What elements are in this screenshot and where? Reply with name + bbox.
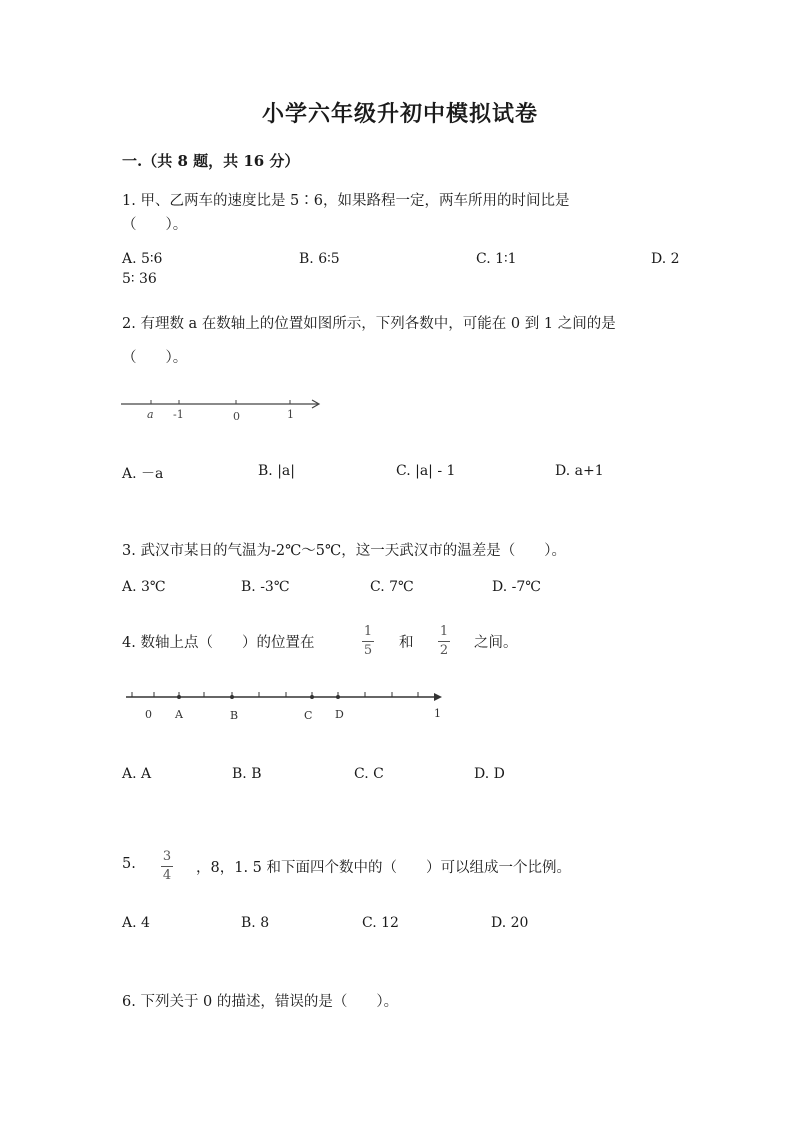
section-header: 一.（共 8 题，共 16 分）: [122, 152, 300, 170]
option-c[interactable]: C. 7℃: [370, 579, 414, 595]
point-c: [310, 695, 314, 699]
option-c[interactable]: C. 1∶1: [476, 251, 517, 267]
question-4-text: 4. 数轴上点（ ）的位置在: [122, 635, 315, 651]
label-a: A: [175, 708, 183, 721]
label-b: B: [230, 709, 239, 722]
question-1-blank: （ ）。: [122, 217, 188, 233]
fraction-denominator: 5: [363, 643, 373, 658]
number-line-figure-2: [122, 688, 452, 724]
label-d: D: [335, 708, 344, 721]
option-b[interactable]: B. B: [232, 766, 262, 782]
point-d: [336, 695, 340, 699]
option-c[interactable]: C. C: [354, 766, 384, 782]
question-4-tail: 之间。: [474, 635, 518, 651]
option-a[interactable]: A. －a: [122, 466, 164, 482]
question-4-and: 和: [399, 635, 414, 651]
label-1: 1: [287, 408, 294, 421]
option-c[interactable]: C. 12: [362, 915, 399, 931]
question-1-text: 1. 甲、乙两车的速度比是 5∶6，如果路程一定，两车所用的时间比是: [122, 193, 570, 209]
fraction-denominator: 4: [162, 868, 172, 883]
label-0: 0: [145, 708, 152, 721]
option-d-wrap: 5∶ 36: [122, 271, 157, 287]
arrow-head: [434, 693, 442, 701]
question-5-text: ，8，1. 5 和下面四个数中的（ ）可以组成一个比例。: [196, 860, 572, 876]
fraction-denominator: 2: [439, 643, 449, 658]
question-6-text: 6. 下列关于 0 的描述，错误的是（ ）。: [122, 994, 399, 1010]
label-minus-1: -1: [173, 408, 184, 421]
fraction-one-fifth: [362, 624, 374, 659]
option-b[interactable]: B. 6∶5: [299, 251, 340, 267]
option-d[interactable]: D. -7℃: [492, 579, 541, 595]
question-3-text: 3. 武汉市某日的气温为-2℃～5℃，这一天武汉市的温差是（ ）。: [122, 543, 566, 559]
option-c[interactable]: C. |a| - 1: [396, 463, 456, 479]
number-line-figure-1: [118, 395, 328, 427]
fraction-three-quarters: [161, 849, 173, 884]
option-d[interactable]: D. 20: [491, 915, 529, 931]
fraction-numerator: 1: [363, 624, 373, 639]
label-c: C: [304, 709, 313, 722]
question-2-text: 2. 有理数 a 在数轴上的位置如图所示，下列各数中，可能在 0 到 1 之间的是: [122, 316, 616, 332]
option-a[interactable]: A. 3℃: [122, 579, 166, 595]
page-title: 小学六年级升初中模拟试卷: [261, 101, 538, 127]
option-a[interactable]: A. 4: [122, 915, 150, 931]
option-d[interactable]: D. 2: [651, 251, 680, 267]
fraction-bar: [362, 641, 374, 642]
fraction-one-half: [438, 624, 450, 659]
question-2-blank: （ ）。: [122, 350, 188, 366]
option-b[interactable]: B. 8: [241, 915, 270, 931]
point-b: [230, 695, 234, 699]
option-b[interactable]: B. |a|: [258, 463, 295, 479]
label-0: 0: [233, 410, 240, 423]
option-a[interactable]: A. A: [122, 766, 152, 782]
fraction-bar: [161, 866, 173, 867]
option-d[interactable]: D. a+1: [555, 463, 604, 479]
fraction-bar: [438, 641, 450, 642]
option-a[interactable]: A. 5∶6: [122, 251, 163, 267]
label-1: 1: [434, 707, 441, 720]
fraction-numerator: 1: [439, 624, 449, 639]
point-a: [177, 695, 181, 699]
label-a: a: [147, 408, 154, 421]
question-5-number: 5.: [122, 856, 136, 872]
ticks: [132, 692, 418, 697]
fraction-numerator: 3: [162, 849, 172, 864]
option-b[interactable]: B. -3℃: [241, 579, 290, 595]
option-d[interactable]: D. D: [474, 766, 505, 782]
